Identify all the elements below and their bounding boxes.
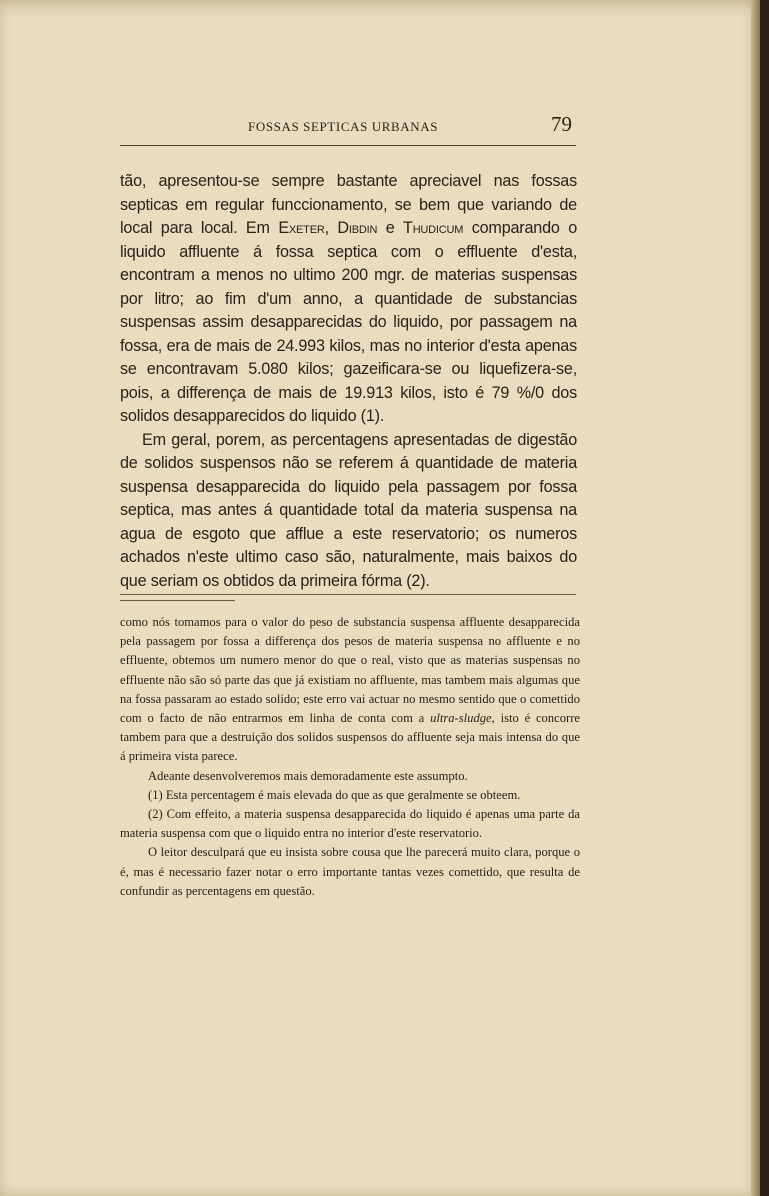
footnotes [120, 613, 580, 901]
author-thudicum: Thudicum [403, 219, 464, 237]
paragraph-1 [120, 170, 577, 429]
paragraph-1-text-a: tão, apresentou-se sempre bastante apreciavel nas fossas septicas em regular funccionamento, se bem que variando de local para local. Em [120, 172, 577, 237]
comma: , [324, 219, 338, 237]
paragraph-2: Em geral, porem, as percentagens apresentadas de digestão de solidos suspensos não se referem á quantidade de materia suspensa desapparecida do liquido pela passagem por fossa septica, mas antes á quantidade total da materia suspensa na agua de esgoto que afflue a este reservatorio; os numeros achados n'este ultimo caso são, naturalmente, mais baixos do que seriam os obtidos da primeira fórma (2). [120, 430, 577, 590]
footnote-continuation-a: como nós tomamos para o valor do peso de substancia suspensa affluente desapparecida pela passagem por fossa a differença dos pesos de materia suspensa no affluente e no effluente, obtemos um numero menor do que o real, visto que as materias suspensas no effluente não são só parte das que já existiam no affluente, mas tambem mais algumas que na fossa passaram ao estado solido; este erro vai actuar no mesmo sentido que o comettido com o facto de não entrarmos em linha de conta com a [120, 615, 580, 726]
footnote-2: (2) Com effeito, a materia suspensa desapparecida do liquido é apenas uma parte da materia suspensa com que o liquido entra no interior d'este reservatorio. [120, 807, 580, 841]
footnote-note: Adeante desenvolveremos mais demoradamente este assumpto. [148, 768, 468, 783]
footnote-continuation-b: , isto é concorre tambem para que a destruição dos solidos suspensos do affluente seja mais intensa do que á primeira vista parece. [120, 711, 580, 764]
page-number: 79 [551, 112, 572, 136]
running-title: FOSSAS SEPTICAS URBANAS [248, 119, 439, 134]
footnote-1: (1) Esta percentagem é mais elevada do que as que geralmente se obteem. [148, 787, 521, 802]
paragraph-1-text-b: comparando o liquido affluente á fossa septica com o effluente d'esta, encontram a menos no ultimo 200 mgr. de materias suspensas por litro; ao fim d'um anno, a quantidade de substancias suspensas assim desapparecidas do liquido, por passagem na fossa, era de mais de 24.993 kilos, mas no interior d'esta apenas se encontravam 5.080 kilos; gazeificara-se ou liquefizera-se, pois, a differença de mais de 19.913 kilos, isto é 79 %/0 dos solidos desapparecidos do liquido (1). [120, 219, 577, 425]
header-rule [120, 145, 576, 146]
author-exeter: Exeter [278, 219, 325, 237]
conjunction: e [377, 219, 403, 237]
footnote-2-continued: O leitor desculpará que eu insista sobre cousa que lhe parecerá muito clara, porque o é, mas é necessario fazer notar o erro importante tantas vezes comettido, que resulta de confundir as percentagens em questão. [120, 845, 580, 898]
page-edge [751, 0, 760, 1196]
italic-term: ultra-sludge [430, 711, 492, 726]
footnote-rule [120, 600, 235, 601]
author-dibdin: Dibdin [337, 219, 378, 237]
footnote-continuation [120, 613, 580, 767]
main-text [120, 170, 577, 593]
text-bottom-rule [120, 594, 576, 595]
page-header [120, 112, 576, 146]
